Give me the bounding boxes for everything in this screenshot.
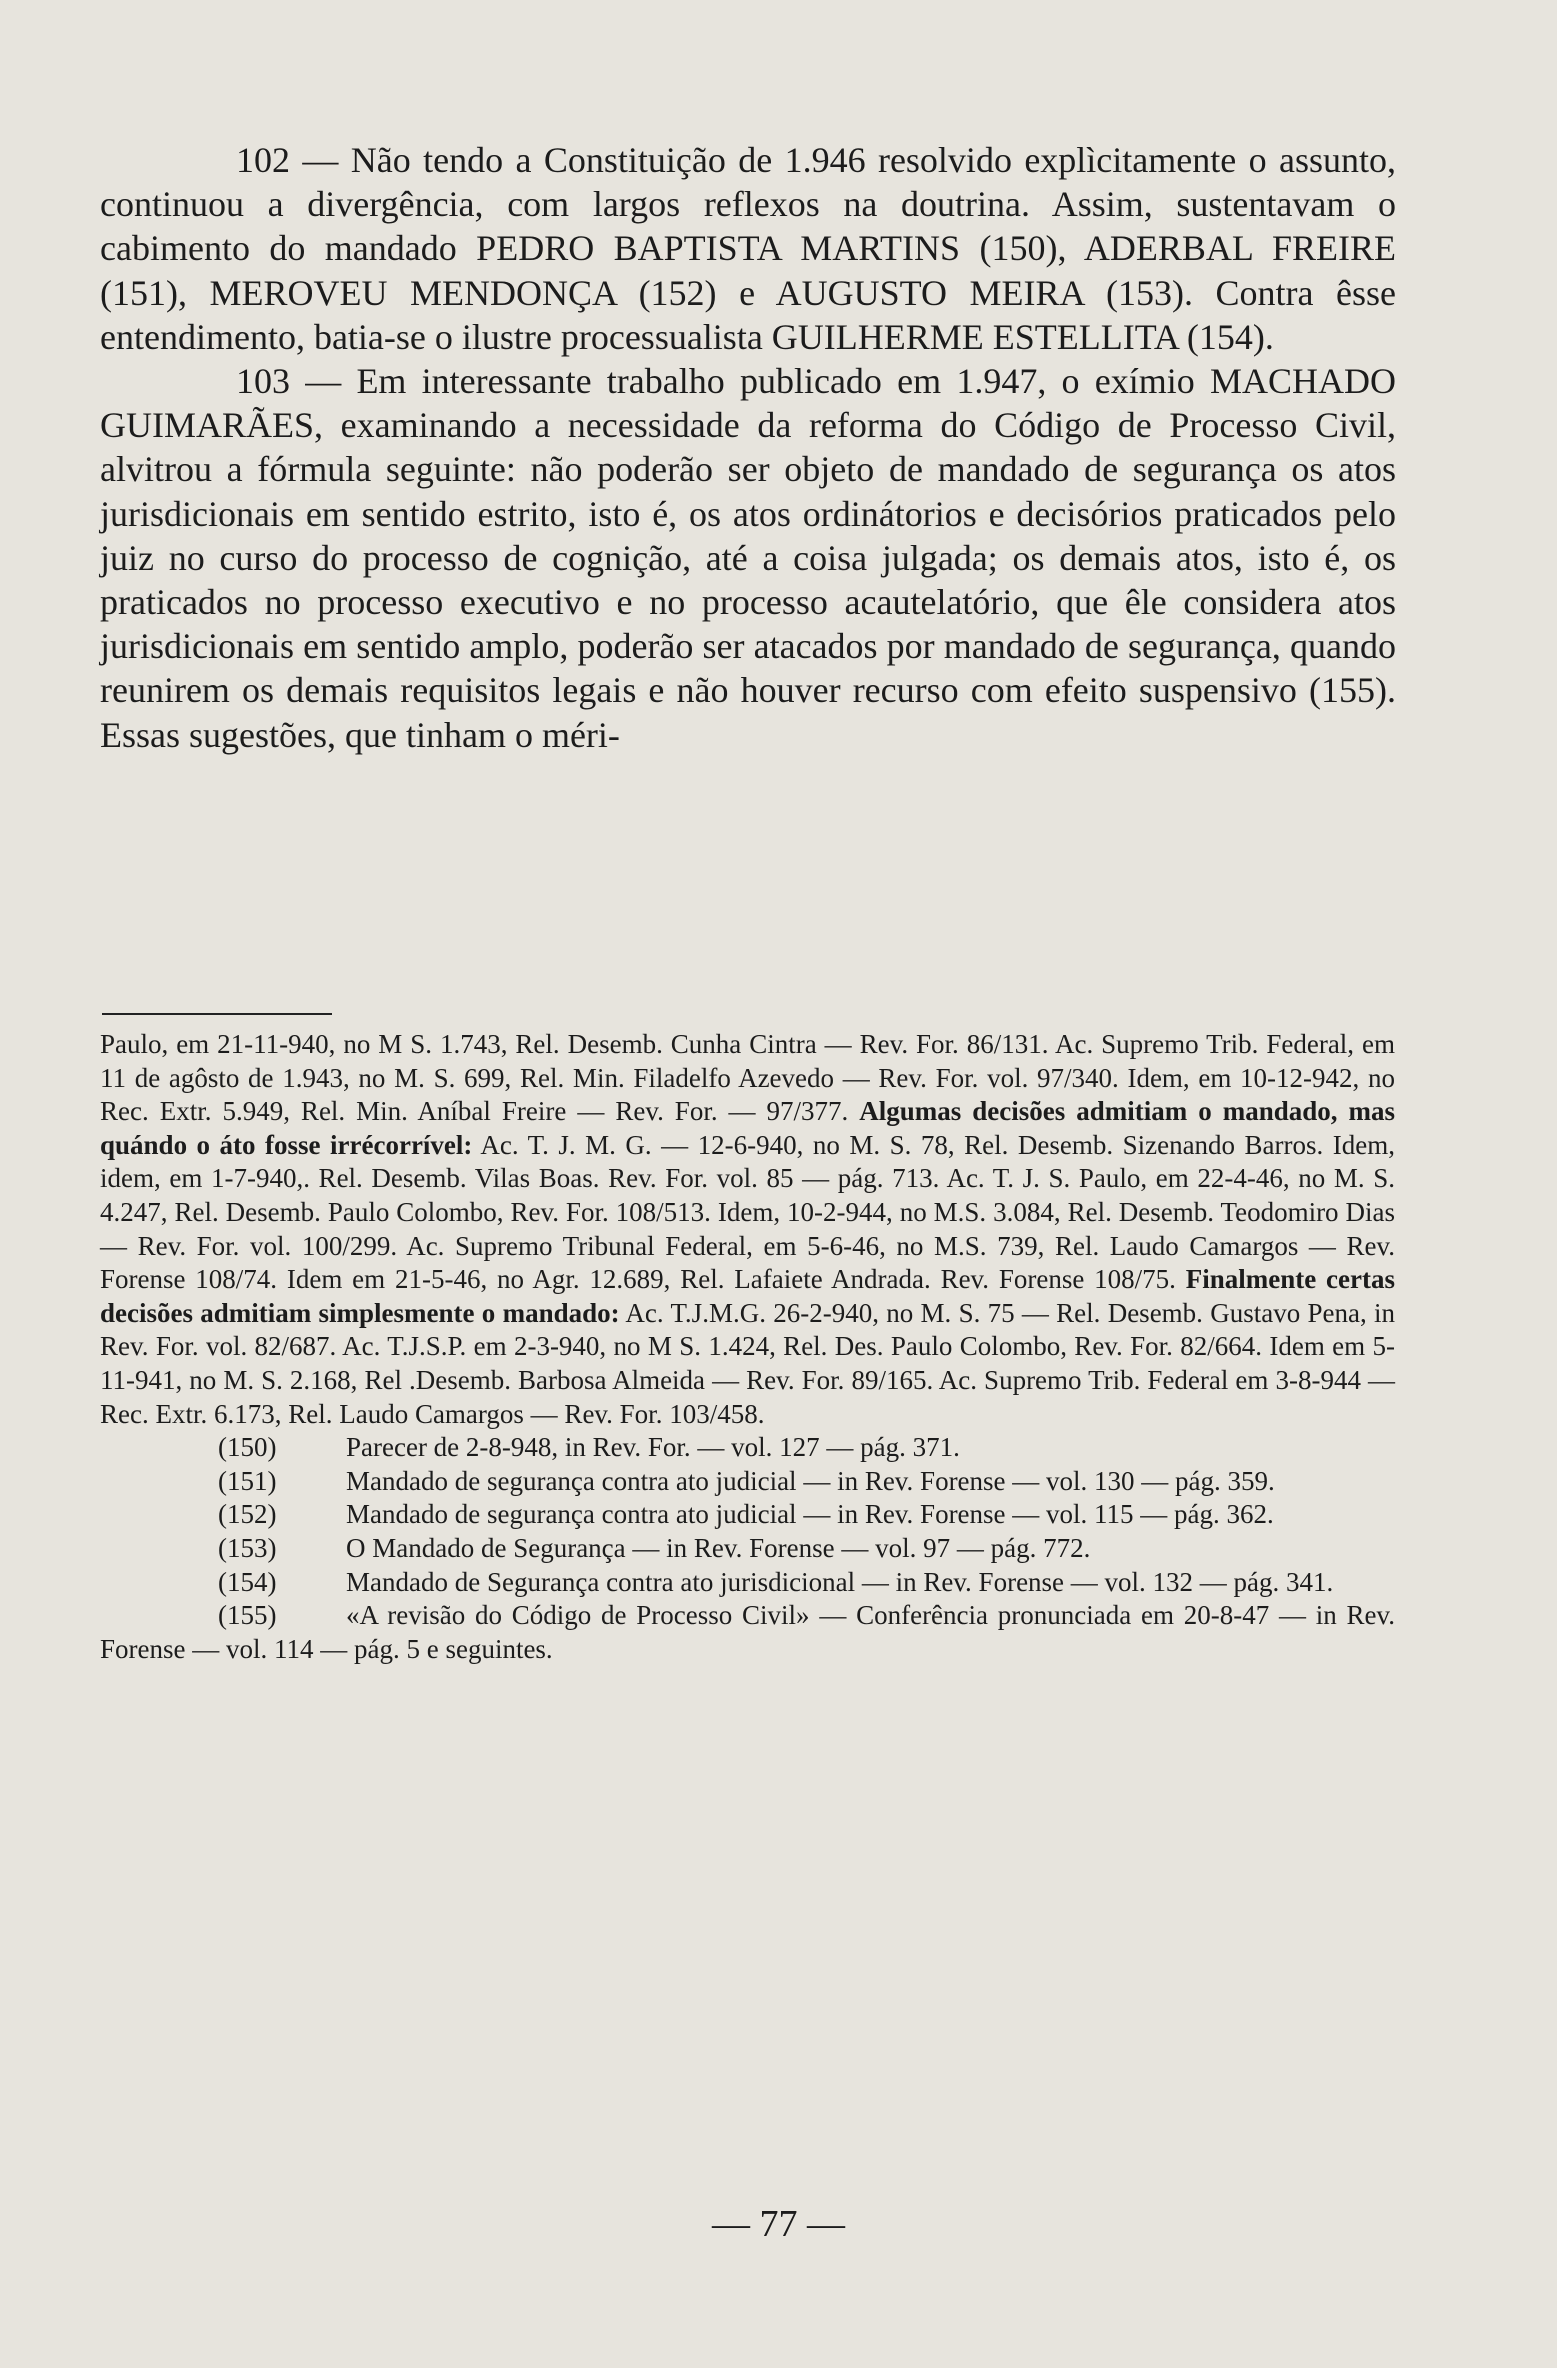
footnote-153: (153) O Mandado de Segurança — in Rev. Forense — vol. 97 — pág. 772.: [100, 1532, 1395, 1566]
footnote-ref: (150): [218, 1432, 277, 1463]
footnote-154: (154) Mandado de Segurança contra ato jurisdicional — in Rev. Forense — vol. 132 — pág. 341.: [100, 1566, 1395, 1600]
footnote-ref: (154): [218, 1566, 277, 1597]
footnote-152: (152) Mandado de segurança contra ato judicial — in Rev. Forense — vol. 115 — pág. 362.: [100, 1498, 1395, 1532]
paragraph-102: 102 — Não tendo a Constituição de 1.946 resolvido explìcitamente o assunto, continuou a divergência, com largos reflexos na doutrina. Assim, sustentavam o cabimento do mandado PEDRO BAPTISTA MARTINS (150), ADERBAL FREIRE (151), MEROVEU MENDONÇA (152) e AUGUSTO MEIRA (153). Contra êsse entendimento, batia-se o ilustre processualista GUILHERME ESTELLITA (154).: [100, 140, 1396, 357]
footnote-ref: (151): [218, 1465, 277, 1496]
footnote-separator: [102, 1013, 332, 1015]
footnote-151: (151) Mandado de segurança contra ato judicial — in Rev. Forense — vol. 130 — pág. 359.: [100, 1465, 1395, 1499]
footnote-155: (155) «A revisão do Código de Processo Civil» — Conferência pronunciada em 20-8-47 — in Rev. Forense — vol. 114 — pág. 5 e seguintes.: [100, 1600, 1395, 1664]
footnote-150: (150) Parecer de 2-8-948, in Rev. For. — vol. 127 — pág. 371.: [100, 1431, 1395, 1465]
footnote-ref: (152): [218, 1499, 277, 1530]
footnotes: [100, 1028, 1395, 1666]
footnote-ref: (153): [218, 1532, 277, 1563]
footnote-ref: (155): [218, 1600, 277, 1631]
main-text: [100, 138, 1396, 757]
page-number: — 77 —: [712, 2203, 845, 2245]
footnote-continuation: Paulo, em 21-11-940, no M S. 1.743, Rel. Desemb. Cunha Cintra — Rev. For. 86/131. Ac. Supremo Trib. Federal, em 11 de agôsto de 1.943, no M. S. 699, Rel. Min. Filadelfo Azevedo — Rev. For. vol. 97/340. Idem, em 10-12-942, no Rec. Extr. 5.949, Rel. Min. Aníbal Freire — Rev. For. — 97/377. Algumas decisões admitiam o mandado, mas quándo o áto fosse irrécorrível: Ac. T. J. M. G. — 12-6-940, no M. S. 78, Rel. Desemb. Sizenando Barros. Idem, idem, em 1-7-940,. Rel. Desemb. Vilas Boas. Rev. For. vol. 85 — pág. 713. Ac. T. J. S. Paulo, em 22-4-46, no M. S. 4.247, Rel. Desemb. Paulo Colombo, Rev. For. 108/513. Idem, 10-2-944, no M.S. 3.084, Rel. Desemb. Teodomiro Dias — Rev. For. vol. 100/299. Ac. Supremo Tribunal Federal, em 5-6-46, no M.S. 739, Rel. Laudo Camargos — Rev. Forense 108/74. Idem em 21-5-46, no Agr. 12.689, Rel. Lafaiete Andrada. Rev. Forense 108/75. Finalmente certas decisões admitiam simplesmente o mandado: Ac. T.J.M.G. 26-2-940, no M. S. 75 — Rel. Desemb. Gustavo Pena, in Rev. For. vol. 82/687. Ac. T.J.S.P. em 2-3-940, no M S. 1.424, Rel. Des. Paulo Colombo, Rev. For. 82/664. Idem em 5-11-941, no M. S. 2.168, Rel .Desemb. Barbosa Almeida — Rev. For. 89/165. Ac. Supremo Trib. Federal em 3-8-944 — Rec. Extr. 6.173, Rel. Laudo Camargos — Rev. For. 103/458.: [100, 1029, 1396, 1429]
paragraph-103: 103 — Em interessante trabalho publicado em 1.947, o exímio MACHADO GUIMARÃES, examinando a necessidade da reforma do Código de Processo Civil, alvitrou a fórmula seguinte: não poderão ser objeto de mandado de segurança os atos jurisdicionais em sentido estrito, isto é, os atos ordinátorios e decisórios praticados pelo juiz no curso do processo de cognição, até a coisa julgada; os demais atos, isto é, os praticados no processo executivo e no processo acautelatório, que êle considera atos jurisdicionais em sentido amplo, poderão ser atacados por mandado de segurança, quando reunirem os demais requisitos legais e não houver recurso com efeito suspensivo (155). Essas sugestões, que tinham o méri-: [100, 361, 1396, 755]
